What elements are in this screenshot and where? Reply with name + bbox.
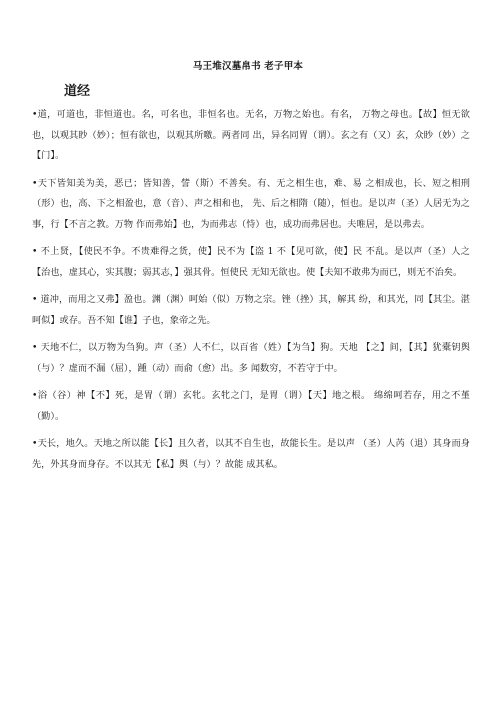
- paragraph-5: • 天地不仁，以万物为刍狗。声（圣）人不仁，以百省（姓）【为刍】狗。天地 【之】间，【其】犹橐钥舆（与）？虚而不漏（屈），踵（动）而俞（愈）出。多 闻数穷，不若守于中。: [32, 342, 470, 374]
- section-heading: 道经: [64, 84, 91, 99]
- paragraph-6: •浴（谷）神【不】死，是胃（谓）玄牝。玄牝之门，是胃（谓）【天】地之根。 绵绵呵若存，用之不堇（勤）。: [32, 390, 470, 422]
- paragraph-1: •道，可道也，非恒道也。名，可名也，非恒名也。无名，万物之始也。有名， 万物之母也。【故】恒无欲也，以观其眇（妙）；恒有欲也，以观其所噭。两者同 出，异名同胃（谓）。玄之有（又）玄，众眇（妙）之【门】。: [32, 109, 470, 161]
- document-body: [32, 105, 470, 482]
- paragraph-3: • 不上贤，【使民不争。不贵难得之货，使】民不为【盗 1 不【见可欲，使】民 不乱。是以声（圣）人之【治也，虚其心，实其腹；弱其志，】强其骨。恒使民 无知无欲也。使【夫知不敢弗为而已，则无不治矣。: [32, 246, 470, 278]
- paragraph-7: •天长，地久。天地之所以能【长】且久者，以其不自生也，故能长生。是以声 （圣）人芮（退）其身而身先，外其身而身存。不以其无【私】舆（与）？故能 成其私。: [32, 438, 470, 470]
- document-title: 马王堆汉墓帛书 老子甲本: [192, 61, 304, 72]
- paragraph-4: • 道冲，而用之又弗】盈也。渊（渊）呵始（似）万物之宗。锉（挫）其，解其 纷，和其光，同【其尘。湛呵似】或存。吾不知【谁】子也，象帝之先。: [32, 294, 470, 326]
- paragraph-2: •天下皆知美为美，恶已；皆知善，訾（斯）不善矣。有、无之相生也，难、易 之相成也，长、短之相刑（形）也，高、下之相盈也，意（音）、声之相和也， 先、后之相隋（随），恒也。是以声（圣）人居无为之事，行【不言之教。万物 作而弗始】也，为而弗志（恃）也，成功而弗居也。夫唯居，是以弗去。: [32, 177, 470, 230]
